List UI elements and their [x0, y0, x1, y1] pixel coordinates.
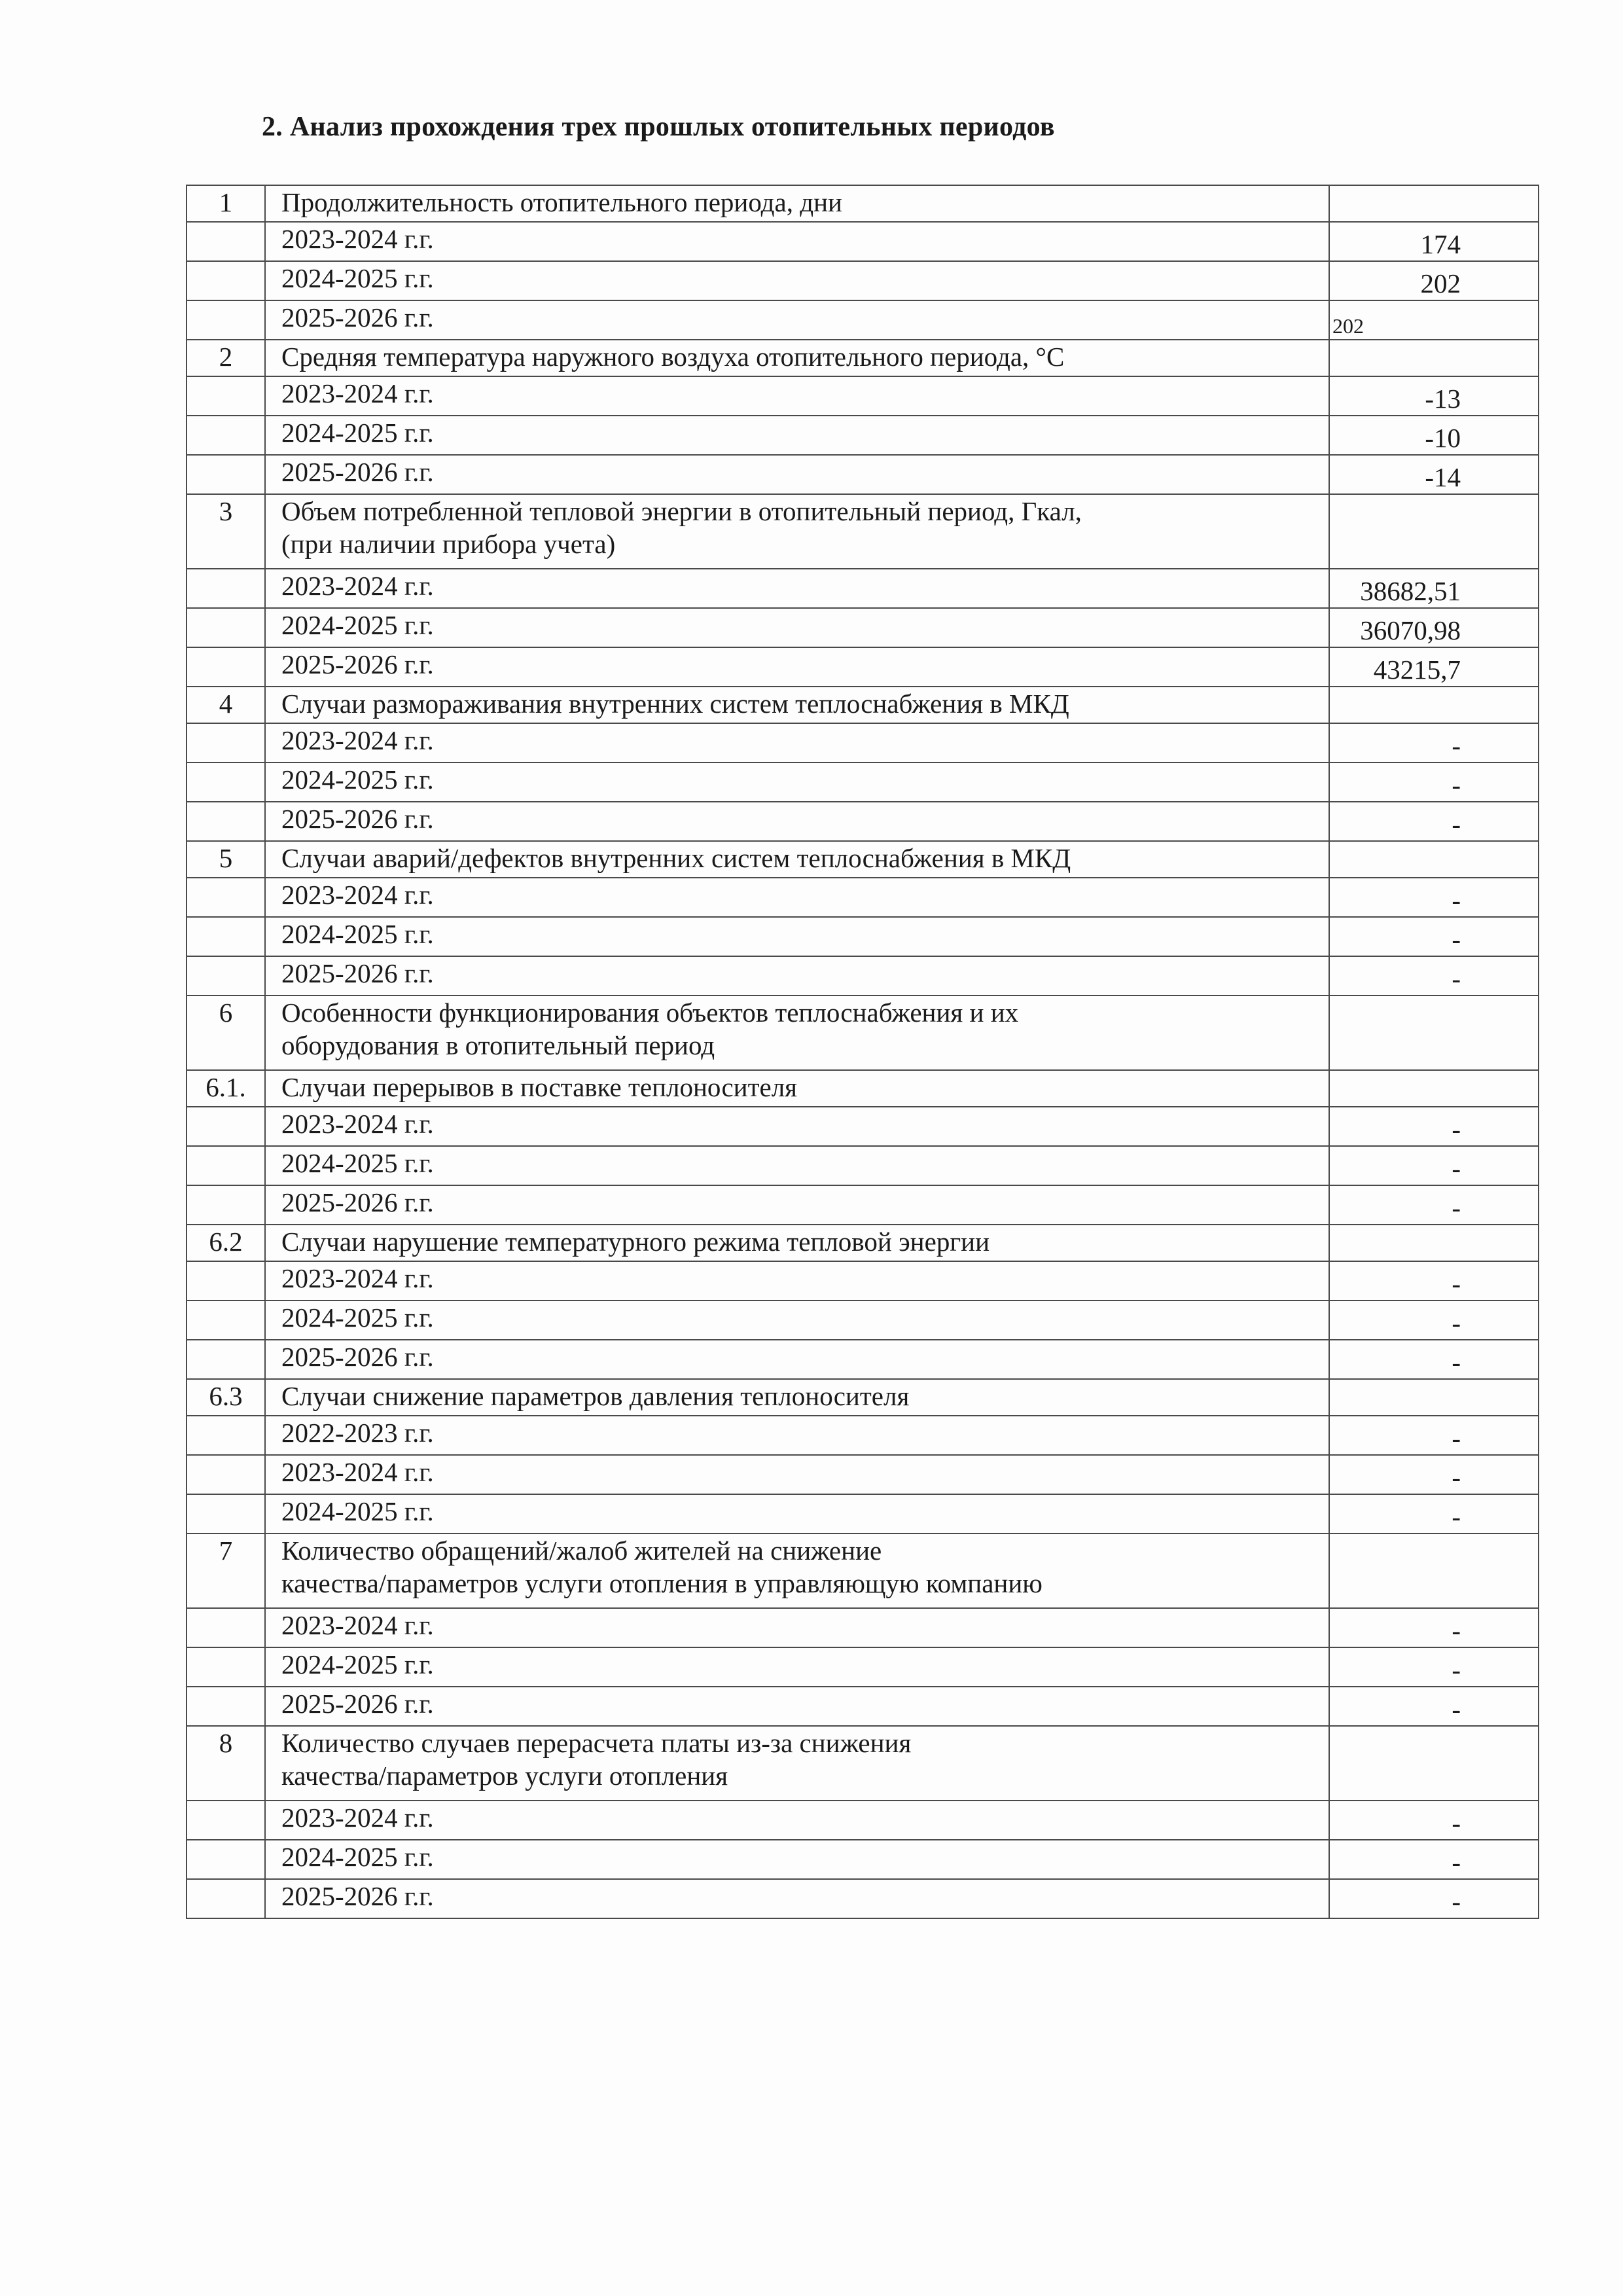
empty-cell [187, 1840, 265, 1879]
section-label: Случаи аварий/дефектов внутренних систем теплоснабжения в МКД [265, 841, 1329, 878]
period-label: 2023-2024 г.г. [265, 376, 1329, 416]
period-label: 2025-2026 г.г. [265, 300, 1329, 340]
section-value [1329, 340, 1539, 376]
table-row [187, 1801, 1539, 1840]
table-row [187, 723, 1539, 762]
table-row [187, 1300, 1539, 1340]
period-label: 2024-2025 г.г. [265, 416, 1329, 455]
section-value [1329, 494, 1539, 569]
period-label: 2023-2024 г.г. [265, 222, 1329, 261]
table-row [187, 956, 1539, 996]
empty-cell [187, 455, 265, 494]
table-row [187, 1146, 1539, 1185]
empty-cell [187, 1801, 265, 1840]
empty-cell [187, 608, 265, 647]
empty-cell [187, 1146, 265, 1185]
section-number: 6.3 [187, 1379, 265, 1416]
empty-cell [187, 956, 265, 996]
table-row [187, 1261, 1539, 1300]
section-label: Случаи снижение параметров давления теплоносителя [265, 1379, 1329, 1416]
period-label: 2024-2025 г.г. [265, 1840, 1329, 1879]
period-label: 2023-2024 г.г. [265, 1455, 1329, 1494]
period-label: 2025-2026 г.г. [265, 455, 1329, 494]
period-value: - [1329, 956, 1539, 996]
section-number: 2 [187, 340, 265, 376]
table-row [187, 917, 1539, 956]
section-number: 5 [187, 841, 265, 878]
table-row [187, 1416, 1539, 1455]
period-value: 43215,7 [1329, 647, 1539, 687]
period-value: - [1329, 1494, 1539, 1534]
period-label: 2023-2024 г.г. [265, 1107, 1329, 1146]
section-number: 6 [187, 996, 265, 1070]
table-row [187, 878, 1539, 917]
section-row [187, 1534, 1539, 1608]
section-label: Случаи размораживания внутренних систем теплоснабжения в МКД [265, 687, 1329, 723]
table-row [187, 1107, 1539, 1146]
period-value: - [1329, 1146, 1539, 1185]
empty-cell [187, 1261, 265, 1300]
period-label: 2024-2025 г.г. [265, 608, 1329, 647]
empty-cell [187, 416, 265, 455]
period-value: - [1329, 1340, 1539, 1379]
empty-cell [187, 1879, 265, 1918]
period-value: -13 [1329, 376, 1539, 416]
table-row [187, 1687, 1539, 1726]
section-value [1329, 1070, 1539, 1107]
section-label-line: качества/параметров услуги отопления [281, 1761, 728, 1791]
period-value: - [1329, 1300, 1539, 1340]
period-value: - [1329, 1840, 1539, 1879]
section-label-line: Количество обращений/жалоб жителей на снижение [281, 1535, 882, 1566]
section-value [1329, 687, 1539, 723]
empty-cell [187, 1647, 265, 1687]
period-label: 2025-2026 г.г. [265, 1340, 1329, 1379]
table-row [187, 416, 1539, 455]
period-label: 2024-2025 г.г. [265, 762, 1329, 802]
section-number: 8 [187, 1726, 265, 1801]
section-row [187, 1726, 1539, 1801]
section-row [187, 841, 1539, 878]
section-label: Средняя температура наружного воздуха отопительного периода, °С [265, 340, 1329, 376]
section-label: Случаи нарушение температурного режима тепловой энергии [265, 1225, 1329, 1261]
section-number: 1 [187, 185, 265, 222]
period-value: 202 [1329, 300, 1539, 340]
section-number: 7 [187, 1534, 265, 1608]
period-value: - [1329, 1261, 1539, 1300]
section-label-line: (при наличии прибора учета) [281, 529, 616, 559]
period-label: 2022-2023 г.г. [265, 1416, 1329, 1455]
section-label-line: Количество случаев перерасчета платы из-за снижения [281, 1728, 912, 1758]
empty-cell [187, 1300, 265, 1340]
table-row [187, 455, 1539, 494]
heating-periods-table [186, 185, 1539, 1919]
table-row [187, 608, 1539, 647]
empty-cell [187, 222, 265, 261]
empty-cell [187, 261, 265, 300]
section-value [1329, 185, 1539, 222]
period-label: 2023-2024 г.г. [265, 569, 1329, 608]
table-row [187, 261, 1539, 300]
section-row [187, 687, 1539, 723]
section-label [265, 1534, 1329, 1608]
section-value [1329, 1379, 1539, 1416]
period-value: - [1329, 802, 1539, 841]
period-label: 2024-2025 г.г. [265, 1647, 1329, 1687]
table-row [187, 762, 1539, 802]
section-row [187, 340, 1539, 376]
period-label: 2024-2025 г.г. [265, 261, 1329, 300]
table-row [187, 1185, 1539, 1225]
empty-cell [187, 1340, 265, 1379]
empty-cell [187, 917, 265, 956]
empty-cell [187, 1107, 265, 1146]
empty-cell [187, 1687, 265, 1726]
period-label: 2023-2024 г.г. [265, 1801, 1329, 1840]
period-label: 2025-2026 г.г. [265, 1185, 1329, 1225]
period-value: 174 [1329, 222, 1539, 261]
section-row [187, 996, 1539, 1070]
empty-cell [187, 762, 265, 802]
period-value: -10 [1329, 416, 1539, 455]
section-number: 6.2 [187, 1225, 265, 1261]
empty-cell [187, 376, 265, 416]
period-label: 2025-2026 г.г. [265, 1879, 1329, 1918]
table-row [187, 569, 1539, 608]
period-value: - [1329, 1647, 1539, 1687]
period-value: - [1329, 1455, 1539, 1494]
period-label: 2024-2025 г.г. [265, 917, 1329, 956]
period-value: 202 [1329, 261, 1539, 300]
period-label: 2024-2025 г.г. [265, 1300, 1329, 1340]
page-title: 2. Анализ прохождения трех прошлых отопительных периодов [262, 112, 1055, 142]
table-row [187, 802, 1539, 841]
period-value: 36070,98 [1329, 608, 1539, 647]
section-label [265, 494, 1329, 569]
empty-cell [187, 1455, 265, 1494]
empty-cell [187, 300, 265, 340]
period-value: - [1329, 723, 1539, 762]
period-value: 38682,51 [1329, 569, 1539, 608]
section-row [187, 1225, 1539, 1261]
empty-cell [187, 647, 265, 687]
section-label: Случаи перерывов в поставке теплоносителя [265, 1070, 1329, 1107]
table-row [187, 222, 1539, 261]
section-number: 4 [187, 687, 265, 723]
period-value: - [1329, 878, 1539, 917]
period-value: - [1329, 1608, 1539, 1647]
section-label-line: Объем потребленной тепловой энергии в отопительный период, Гкал, [281, 496, 1082, 526]
empty-cell [187, 1185, 265, 1225]
section-number: 3 [187, 494, 265, 569]
period-label: 2025-2026 г.г. [265, 956, 1329, 996]
table-row [187, 1879, 1539, 1918]
period-label: 2023-2024 г.г. [265, 723, 1329, 762]
empty-cell [187, 1608, 265, 1647]
section-label [265, 996, 1329, 1070]
period-label: 2024-2025 г.г. [265, 1494, 1329, 1534]
period-label: 2023-2024 г.г. [265, 1261, 1329, 1300]
table-row [187, 1647, 1539, 1687]
period-label: 2025-2026 г.г. [265, 647, 1329, 687]
section-value [1329, 996, 1539, 1070]
period-label: 2024-2025 г.г. [265, 1146, 1329, 1185]
period-value: - [1329, 1416, 1539, 1455]
section-label-line: оборудования в отопительный период [281, 1030, 715, 1060]
empty-cell [187, 723, 265, 762]
section-label [265, 1726, 1329, 1801]
table-row [187, 1494, 1539, 1534]
period-value: -14 [1329, 455, 1539, 494]
section-value [1329, 1534, 1539, 1608]
section-value [1329, 1225, 1539, 1261]
section-row [187, 185, 1539, 222]
table-row [187, 376, 1539, 416]
table-row [187, 1608, 1539, 1647]
period-label: 2023-2024 г.г. [265, 878, 1329, 917]
section-label-line: Особенности функционирования объектов теплоснабжения и их [281, 997, 1019, 1028]
table-row [187, 1455, 1539, 1494]
period-value: - [1329, 1687, 1539, 1726]
table-row [187, 647, 1539, 687]
section-value [1329, 841, 1539, 878]
empty-cell [187, 569, 265, 608]
section-label: Продолжительность отопительного периода, дни [265, 185, 1329, 222]
empty-cell [187, 802, 265, 841]
section-value [1329, 1726, 1539, 1801]
period-label: 2025-2026 г.г. [265, 802, 1329, 841]
period-value: - [1329, 1185, 1539, 1225]
table-row [187, 1840, 1539, 1879]
period-label: 2023-2024 г.г. [265, 1608, 1329, 1647]
section-number: 6.1. [187, 1070, 265, 1107]
empty-cell [187, 878, 265, 917]
period-value: - [1329, 917, 1539, 956]
section-row [187, 494, 1539, 569]
period-value: - [1329, 1801, 1539, 1840]
empty-cell [187, 1494, 265, 1534]
period-value: - [1329, 762, 1539, 802]
section-label-line: качества/параметров услуги отопления в управляющую компанию [281, 1568, 1043, 1598]
period-value: - [1329, 1879, 1539, 1918]
period-value: - [1329, 1107, 1539, 1146]
period-label: 2025-2026 г.г. [265, 1687, 1329, 1726]
section-row [187, 1070, 1539, 1107]
table-row [187, 300, 1539, 340]
table-row [187, 1340, 1539, 1379]
section-row [187, 1379, 1539, 1416]
empty-cell [187, 1416, 265, 1455]
